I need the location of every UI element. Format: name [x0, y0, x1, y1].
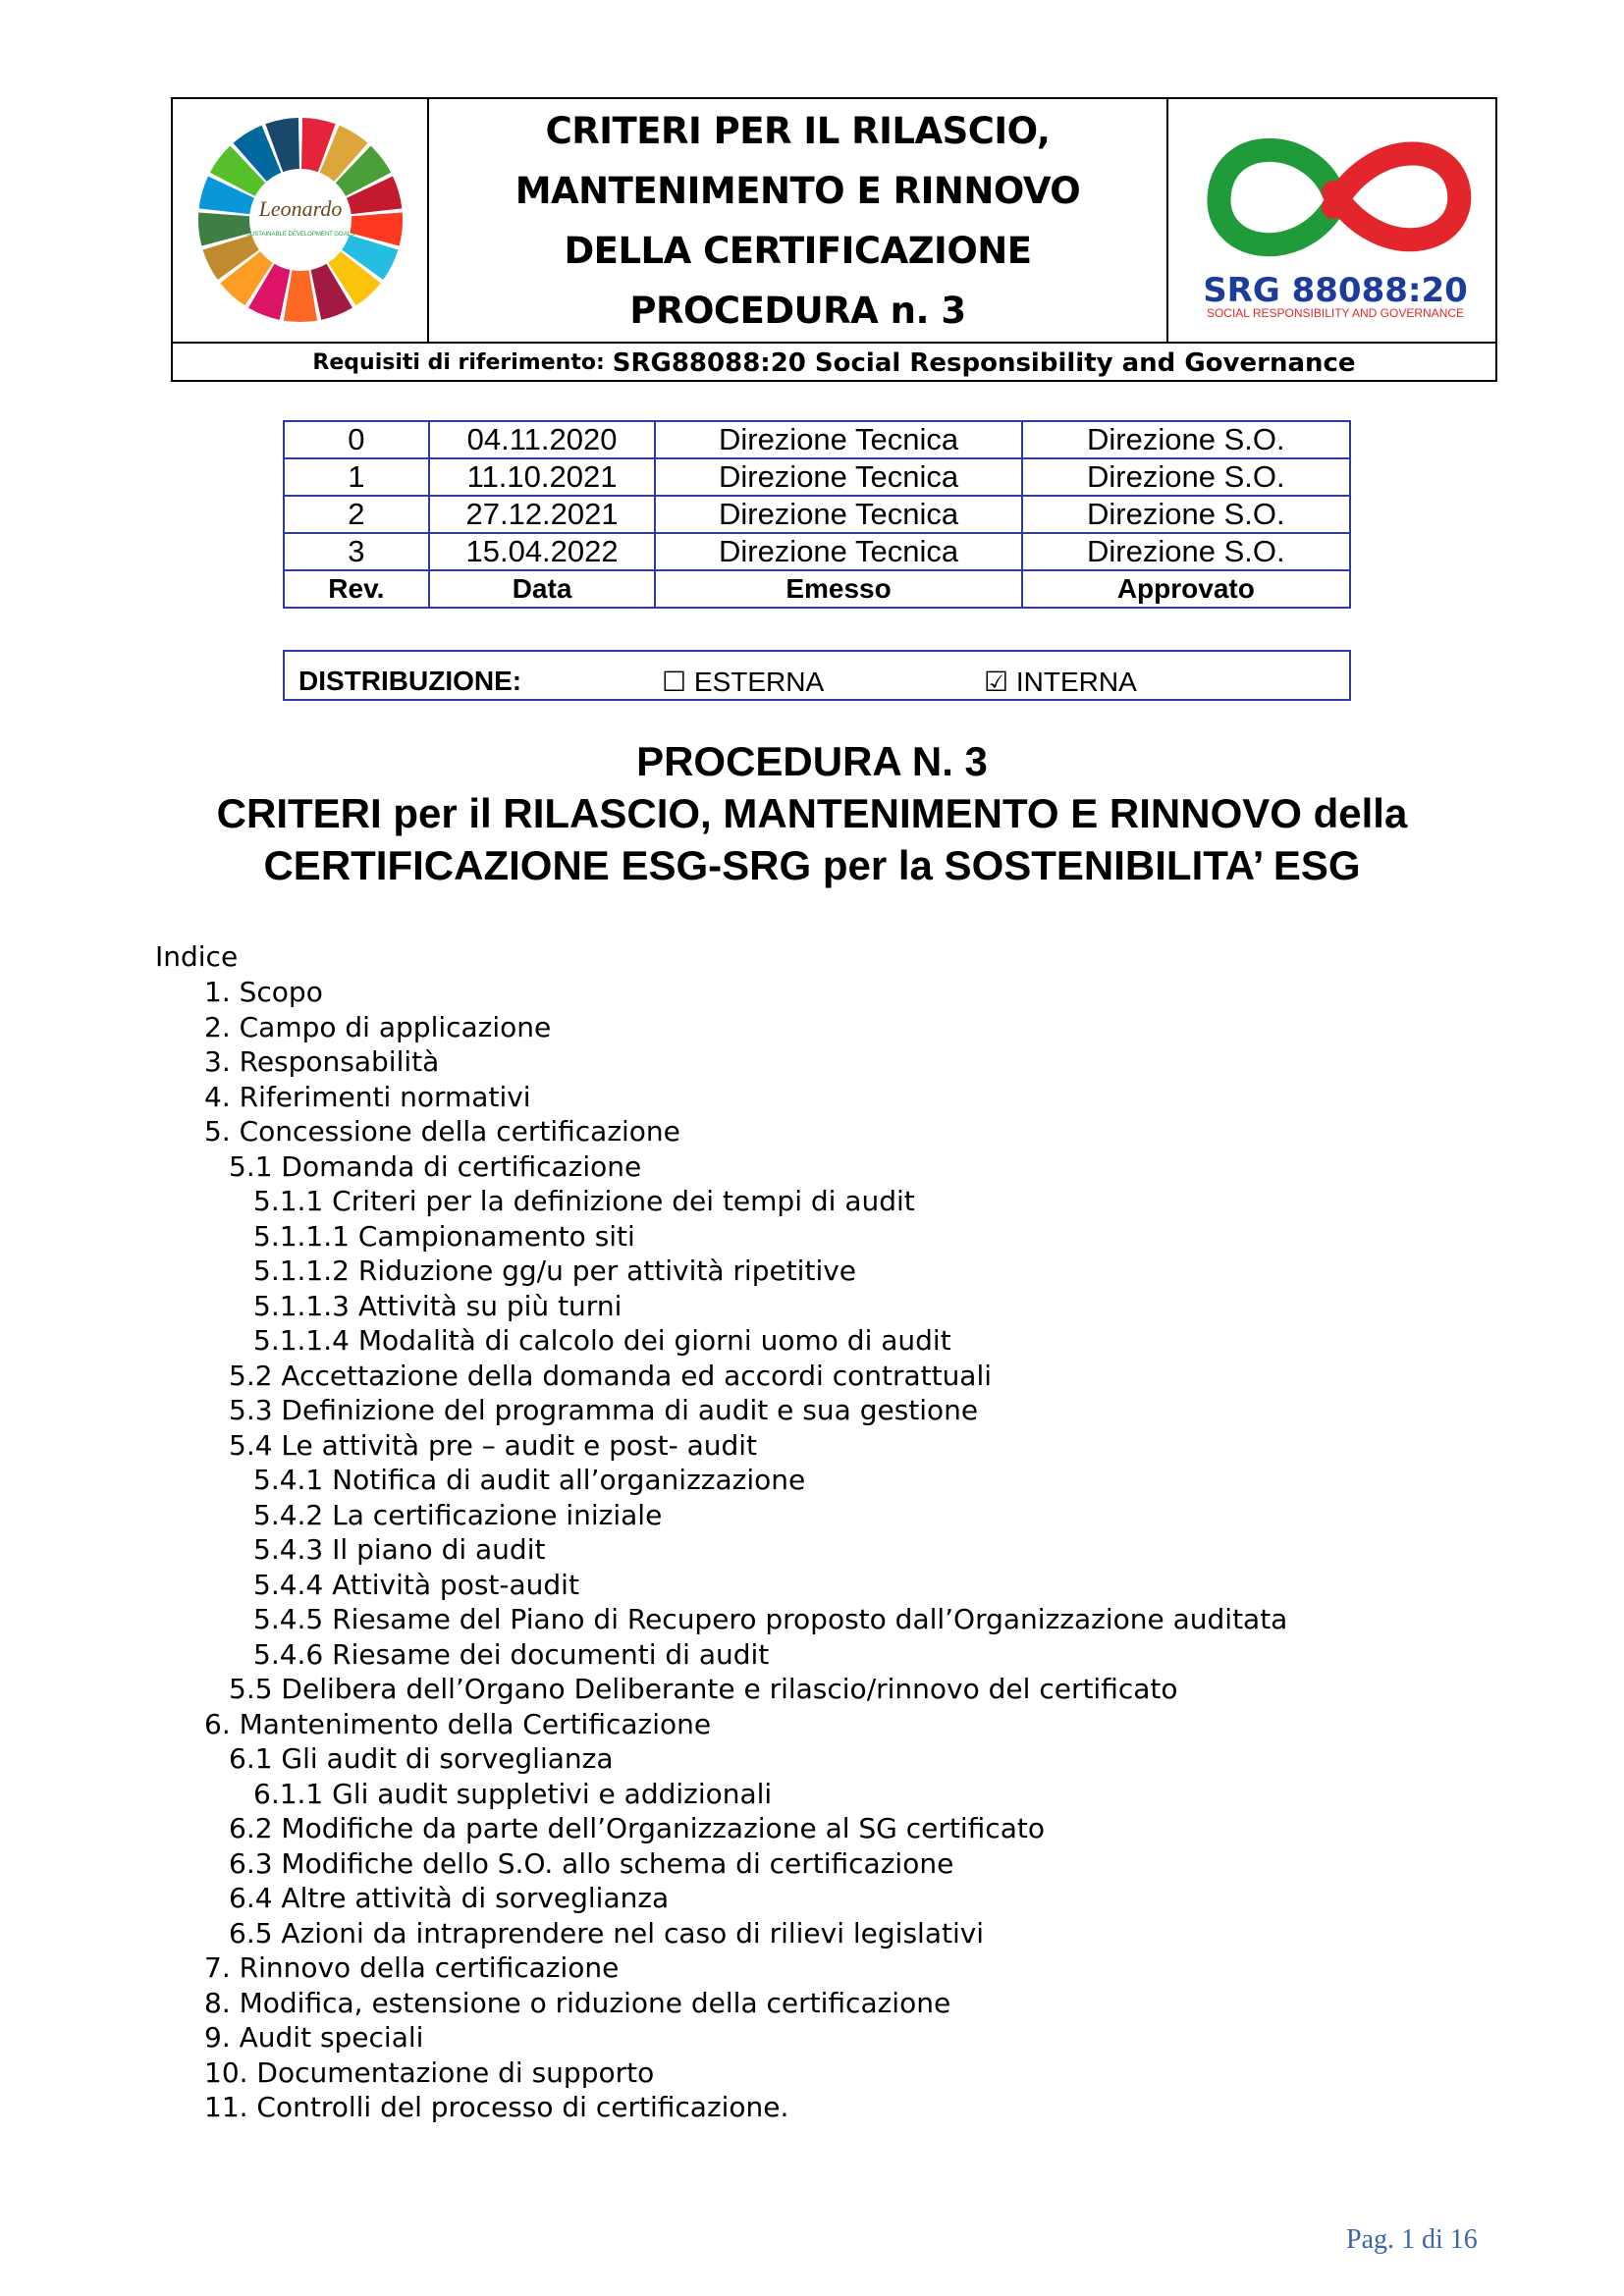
- toc-item[interactable]: 5.1.1.2 Riduzione gg/u per attività ripetitive: [253, 1255, 857, 1287]
- date-cell: 11.10.2021: [429, 458, 656, 496]
- approved-cell: Direzione S.O.: [1022, 533, 1350, 570]
- distribution-box: [283, 650, 1351, 701]
- toc-item[interactable]: 10. Documentazione di supporto: [204, 2056, 655, 2089]
- toc-item[interactable]: 9. Audit speciali: [204, 2021, 424, 2054]
- approved-cell: Direzione S.O.: [1022, 421, 1350, 458]
- date-cell: 27.12.2021: [429, 496, 656, 533]
- page-number: Pag. 1 di 16: [1346, 2224, 1478, 2255]
- column-header-issued: Emesso: [655, 570, 1021, 608]
- sdg-wheel-segment: [284, 270, 317, 322]
- srg-logo-code: SRG 88088:20: [1203, 271, 1468, 310]
- logo-left-subtext: SUSTAINABLE DEVELOPMENT GOALS: [245, 232, 355, 238]
- date-cell: 04.11.2020: [429, 421, 656, 458]
- date-cell: 15.04.2022: [429, 533, 656, 570]
- table-row: [284, 533, 1350, 570]
- approved-cell: Direzione S.O.: [1022, 496, 1350, 533]
- toc-item[interactable]: 5.1 Domanda di certificazione: [229, 1149, 642, 1183]
- toc-item[interactable]: 11. Controlli del processo di certificazione.: [204, 2091, 789, 2123]
- unchecked-box-icon: ☐: [662, 667, 687, 697]
- column-header-rev: Rev.: [284, 570, 429, 608]
- table-row: [284, 496, 1350, 533]
- title-line: MANTENIMENTO E RINNOVO: [514, 169, 1081, 212]
- toc-item[interactable]: 5.4.3 Il piano di audit: [253, 1533, 546, 1566]
- distribution-label: DISTRIBUZIONE:: [298, 666, 522, 696]
- internal-checkbox: [984, 666, 1137, 698]
- toc-item[interactable]: 5.1.1.3 Attività su più turni: [253, 1289, 623, 1322]
- column-header-date: Data: [429, 570, 656, 608]
- column-header-approved: Approvato: [1022, 570, 1350, 608]
- procedure-number-title: PROCEDURA N. 3: [636, 738, 988, 784]
- toc-item[interactable]: 5.2 Accettazione della domanda ed accordi contrattuali: [229, 1359, 993, 1392]
- toc-item[interactable]: 5.1.1 Criteri per la definizione dei tempi di audit: [253, 1185, 915, 1217]
- toc-item[interactable]: 6.2 Modifiche da parte dell’Organizzazione al SG certificato: [229, 1812, 1045, 1844]
- srg-logo-cell: [1168, 99, 1497, 342]
- srg-logo: [1168, 99, 1497, 342]
- toc-item[interactable]: 5.4 Le attività pre – audit e post- audit: [229, 1428, 758, 1462]
- external-label: ESTERNA: [693, 667, 825, 697]
- issued-cell: Direzione Tecnica: [655, 458, 1021, 496]
- toc-item[interactable]: 5.4.5 Riesame del Piano di Recupero proposto dall’Organizzazione auditata: [253, 1603, 1288, 1635]
- toc-item[interactable]: 6.4 Altre attività di sorveglianza: [229, 1882, 670, 1914]
- toc-item[interactable]: 7. Rinnovo della certificazione: [204, 1951, 620, 1984]
- checked-box-icon: ☑: [984, 667, 1009, 697]
- toc-item[interactable]: 6.1 Gli audit di sorveglianza: [229, 1742, 614, 1775]
- srg-logo-subtext: SOCIAL RESPONSIBILITY AND GOVERNANCE: [1206, 306, 1465, 320]
- toc-item[interactable]: 5.5 Delibera dell’Organo Deliberante e rilascio/rinnovo del certificato: [229, 1673, 1178, 1705]
- requirements-label: Requisiti di riferimento:: [312, 350, 605, 375]
- issued-cell: Direzione Tecnica: [655, 496, 1021, 533]
- table-row: [284, 421, 1350, 458]
- toc-item[interactable]: 3. Responsabilità: [204, 1045, 440, 1078]
- revision-table: [283, 420, 1351, 609]
- rev-cell: 3: [284, 533, 429, 570]
- document-title: [429, 99, 1168, 342]
- rev-cell: 2: [284, 496, 429, 533]
- table-row: [284, 458, 1350, 496]
- title-line: CRITERI PER IL RILASCIO,: [545, 109, 1051, 152]
- issued-cell: Direzione Tecnica: [655, 421, 1021, 458]
- toc-item[interactable]: 2. Campo di applicazione: [204, 1010, 552, 1043]
- issued-cell: Direzione Tecnica: [655, 533, 1021, 570]
- toc-item[interactable]: 6. Mantenimento della Certificazione: [204, 1707, 712, 1740]
- toc-item[interactable]: 5.3 Definizione del programma di audit e sua gestione: [229, 1394, 979, 1426]
- toc-item[interactable]: 5.4.2 La certificazione iniziale: [253, 1498, 663, 1531]
- logo-left-text: Leonardo: [258, 196, 343, 221]
- toc-item[interactable]: 4. Riferimenti normativi: [204, 1080, 531, 1113]
- toc-item[interactable]: 6.1.1 Gli audit suppletivi e addizionali: [253, 1777, 773, 1810]
- toc-item[interactable]: 5.4.4 Attività post-audit: [253, 1568, 579, 1601]
- requirements-row: [173, 342, 1495, 382]
- sdg-wheel-logo: [173, 99, 429, 342]
- procedure-title-line: CERTIFICAZIONE ESG-SRG per la SOSTENIBILITA’ ESG: [263, 842, 1361, 888]
- toc-item[interactable]: 5.4.6 Riesame dei documenti di audit: [253, 1637, 770, 1671]
- sdg-logo-cell: [173, 99, 429, 342]
- internal-label: INTERNA: [1015, 667, 1137, 697]
- procedure-title-line: CRITERI per il RILASCIO, MANTENIMENTO E RINNOVO della: [216, 790, 1408, 836]
- document-header: [171, 97, 1497, 382]
- toc-item[interactable]: 5. Concessione della certificazione: [204, 1115, 680, 1148]
- toc-item[interactable]: 5.4.1 Notifica di audit all’organizzazione: [253, 1464, 806, 1496]
- external-checkbox: [662, 666, 824, 698]
- requirements-value: SRG88088:20 Social Responsibility and Governance: [612, 347, 1356, 378]
- toc-item[interactable]: 5.1.1.1 Campionamento siti: [253, 1219, 635, 1253]
- toc-item[interactable]: 6.5 Azioni da intraprendere nel caso di rilievi legislativi: [229, 1916, 985, 1949]
- rev-cell: 0: [284, 421, 429, 458]
- toc-item[interactable]: 8. Modifica, estensione o riduzione della certificazione: [204, 1986, 951, 2019]
- title-line: PROCEDURA n. 3: [629, 289, 966, 332]
- toc-item[interactable]: 6.3 Modifiche dello S.O. allo schema di certificazione: [229, 1846, 954, 1880]
- rev-cell: 1: [284, 458, 429, 496]
- toc-item[interactable]: 1. Scopo: [204, 976, 323, 1008]
- title-line: DELLA CERTIFICAZIONE: [564, 229, 1032, 272]
- table-header-row: [284, 570, 1350, 608]
- toc-item[interactable]: 5.1.1.4 Modalità di calcolo dei giorni uomo di audit: [253, 1324, 951, 1357]
- toc-heading: Indice: [155, 940, 239, 973]
- approved-cell: Direzione S.O.: [1022, 458, 1350, 496]
